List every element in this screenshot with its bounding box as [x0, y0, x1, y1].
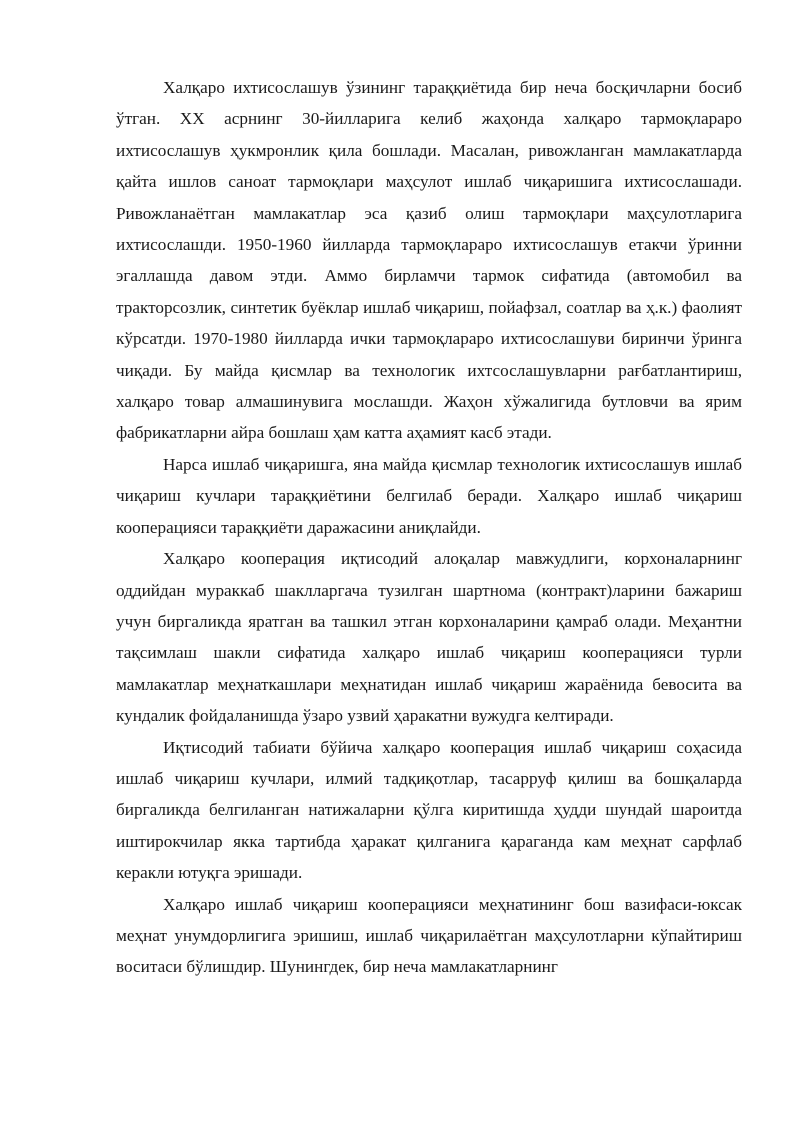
paragraph-3: Халқаро кооперация иқтисодий алоқалар мавжудлиги, корхоналарнинг оддийдан мураккаб шаклларгача тузилган шартнома (контракт)ларини бажариш учун биргаликда яратган ва ташкил этган корхоналарини қамраб олади. Меҳантни тақсимлаш шакли сифатида халқаро ишлаб чиқариш кооперацияси турли мамлакатлар меҳнаткашлари меҳнатидан ишлаб чиқариш жараёнида бевосита ва кундалик фойдаланишда ўзаро узвий ҳаракатни вужудга келтиради. [116, 549, 742, 726]
document-body [116, 72, 742, 983]
paragraph-2: Нарса ишлаб чиқаришга, яна майда қисмлар технологик ихтисослашув ишлаб чиқариш кучлари тараққиётини белгилаб беради. Халқаро ишлаб чиқариш кооперацияси тараққиёти даражасини аниқлайди. [116, 454, 742, 537]
paragraph-5: Халқаро ишлаб чиқариш кооперацияси меҳнатининг бош вазифаси-юксак меҳнат унумдорлигига эришиш, ишлаб чиқарилаётган маҳсулотларни кўпайтириш воситаси бўлишдир. Шунингдек, бир неча мамлакатларнинг [116, 894, 742, 977]
paragraph-1: Халқаро ихтисослашув ўзининг тараққиётида бир неча босқичларни босиб ўтган. ХХ асрнинг 30-йилларига келиб жаҳонда халқаро тармоқлараро ихтисослашув ҳукмронлик қила бошлади. Масалан, ривожланган мамлакатларда қайта ишлов саноат тармоқлари маҳсулот ишлаб чиқаришига ихтисослашади. Ривожланаётган мамлакатлар эса қазиб олиш тармоқлари маҳсулотларига ихтисослашди. 1950-1960 йилларда тармоқлараро ихтисослашув етакчи ўринни эгаллашда давом этди. Аммо бирламчи тармок сифатида (автомобил ва тракторсозлик, синтетик буёклар ишлаб чиқариш, пойафзал, соатлар ва ҳ.к.) фаолият кўрсатди. 1970-1980 йилларда ички тармоқлараро ихтисослашуви биринчи ўринга чиқади. Бу майда қисмлар ва технологик ихтсослашувларни рағбатлантириш, халқаро товар алмашинувига мослашди. Жаҳон хўжалигида бутловчи ва ярим фабрикатларни айра бошлаш ҳам катта аҳамият касб этади. [116, 78, 742, 443]
paragraph-4: Иқтисодий табиати бўйича халқаро кооперация ишлаб чиқариш соҳасида ишлаб чиқариш кучлари, илмий тадқиқотлар, тасарруф қилиш ва бошқаларда биргаликда белгиланган натижаларни қўлга киритишда ҳудди шундай шароитда иштирокчилар якка тартибда ҳаракат қилганига қараганда кам меҳнат сарфлаб керакли ютуқга эришади. [116, 737, 742, 883]
